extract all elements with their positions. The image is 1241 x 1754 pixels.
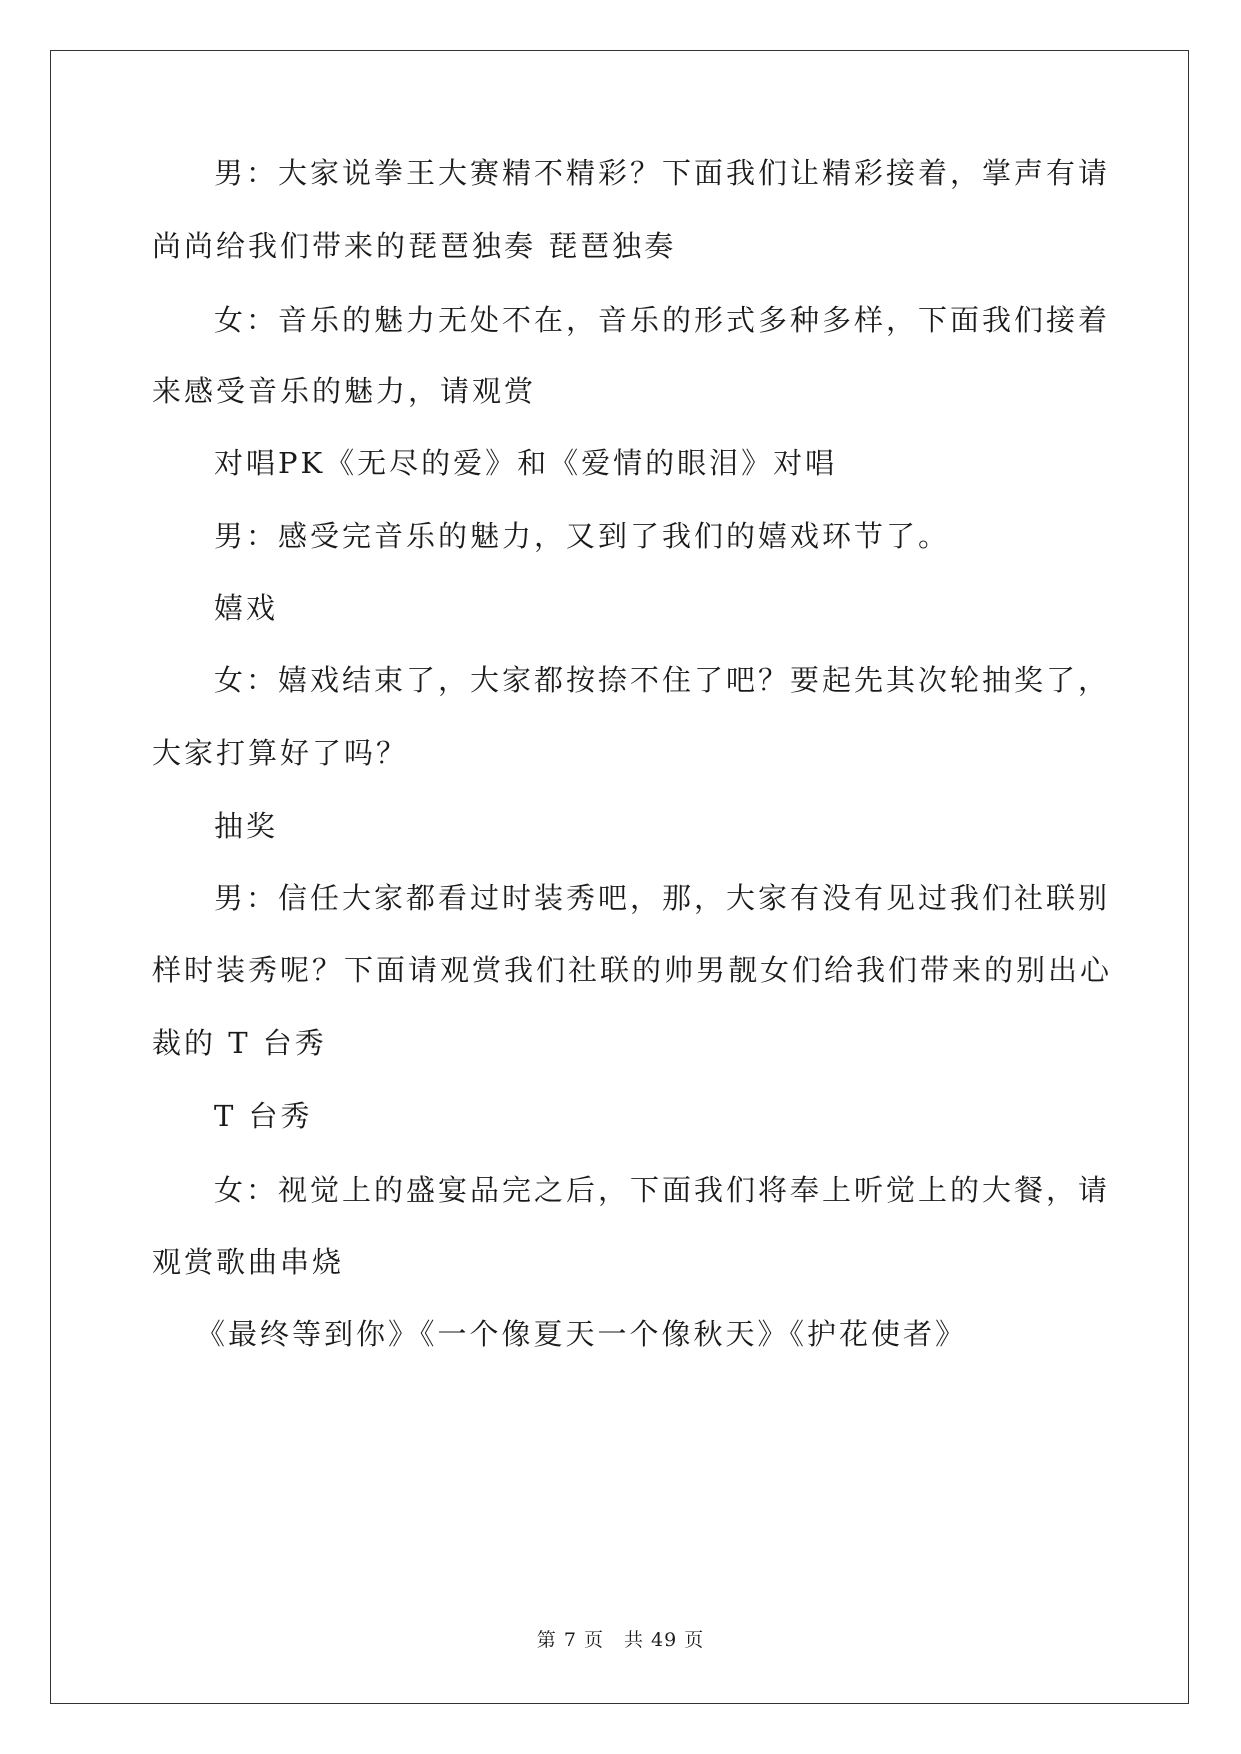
paragraph-female-songs-line-1: 女：视觉上的盛宴品完之后，下面我们将奉上听觉上的大餐，请: [214, 1173, 1111, 1207]
paragraph-duet-pk: 对唱PK《无尽的爱》和《爱情的眼泪》对唱: [214, 446, 838, 480]
paragraph-female-line-2: 来感受音乐的魅力，请观赏: [152, 374, 537, 408]
paragraph-female-songs-line-2: 观赏歌曲串烧: [152, 1245, 345, 1279]
paragraph-female-lottery-line-2: 大家打算好了吗？: [152, 736, 409, 770]
paragraph-female-line-1: 女：音乐的魅力无处不在，音乐的形式多种多样，下面我们接着: [214, 303, 1111, 337]
paragraph-male-line-1: 男：大家说拳王大赛精不精彩？下面我们让精彩接着，掌声有请: [214, 156, 1111, 190]
page-number-footer: 第 7 页 共 49 页: [536, 1629, 705, 1651]
paragraph-song-list: 《最终等到你》《一个像夏天一个像秋天》《护花使者》: [196, 1317, 968, 1351]
paragraph-runway-heading: T 台秀: [214, 1099, 313, 1133]
paragraph-female-lottery-line-1: 女：嬉戏结束了，大家都按捺不住了吧？要起先其次轮抽奖了，: [214, 663, 1111, 697]
paragraph-male-line-2: 尚尚给我们带来的琵琶独奏 琵琶独奏: [152, 229, 677, 263]
paragraph-male-game: 男：感受完音乐的魅力，又到了我们的嬉戏环节了。: [214, 519, 951, 553]
paragraph-male-fashion-line-3: 裁的 T 台秀: [152, 1026, 327, 1060]
paragraph-male-fashion-line-1: 男：信任大家都看过时装秀吧，那，大家有没有见过我们社联别: [214, 881, 1111, 915]
paragraph-lottery-heading: 抽奖: [214, 809, 279, 843]
paragraph-male-fashion-line-2: 样时装秀呢？下面请观赏我们社联的帅男靓女们给我们带来的别出心: [152, 953, 1113, 987]
paragraph-game-heading: 嬉戏: [214, 591, 279, 625]
page-border: [50, 50, 1189, 1704]
